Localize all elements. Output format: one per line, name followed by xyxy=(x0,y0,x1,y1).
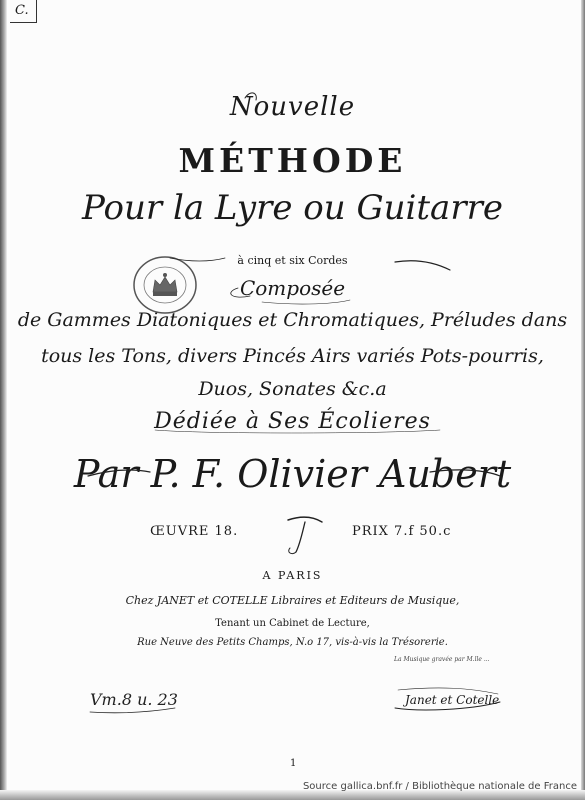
source-credit: Source gallica.bnf.fr / Bibliothèque nationale de France xyxy=(302,781,577,792)
title-line-nouvelle: Nouvelle xyxy=(229,92,356,122)
title-line-contents-3: Duos, Sonates &c.a xyxy=(198,378,387,400)
publisher-line-2: Tenant un Cabinet de Lecture, xyxy=(215,618,370,629)
engraver-credit: La Musique gravée par M.lle ... xyxy=(394,656,490,663)
title-line-dedication: Dédiée à Ses Écolieres xyxy=(154,409,431,434)
publisher-signature: Janet et Cotelle xyxy=(405,693,500,707)
price: PRIX 7.f 50.c xyxy=(352,524,452,539)
publisher-line-1: Chez JANET et COTELLE Libraires et Editeurs de Musique, xyxy=(125,594,460,607)
folio-number: 1 xyxy=(290,758,297,769)
publisher-line-3: Rue Neuve des Petits Champs, N.o 17, vis-à-vis la Trésorerie. xyxy=(137,637,448,648)
title-line-instrument: Pour la Lyre ou Guitarre xyxy=(82,188,503,228)
title-line-strings: à cinq et six Cordes xyxy=(237,254,348,267)
shelfmark: Vm.8 u. 23 xyxy=(90,690,178,709)
title-line-contents-1: de Gammes Diatoniques et Chromatiques, Préludes dans xyxy=(17,309,568,331)
title-line-methode: MÉTHODE xyxy=(178,141,407,180)
library-stamp-icon xyxy=(132,254,198,316)
opus-number: ŒUVRE 18. xyxy=(150,524,239,539)
title-line-composee: Composée xyxy=(239,276,346,300)
title-line-contents-2: tous les Tons, divers Pincés Airs variés Pots-pourris, xyxy=(41,345,544,367)
publisher-city: A PARIS xyxy=(262,569,323,582)
title-line-author: Par P. F. Olivier Aubert xyxy=(73,452,512,496)
corner-mark: C. xyxy=(15,3,29,18)
